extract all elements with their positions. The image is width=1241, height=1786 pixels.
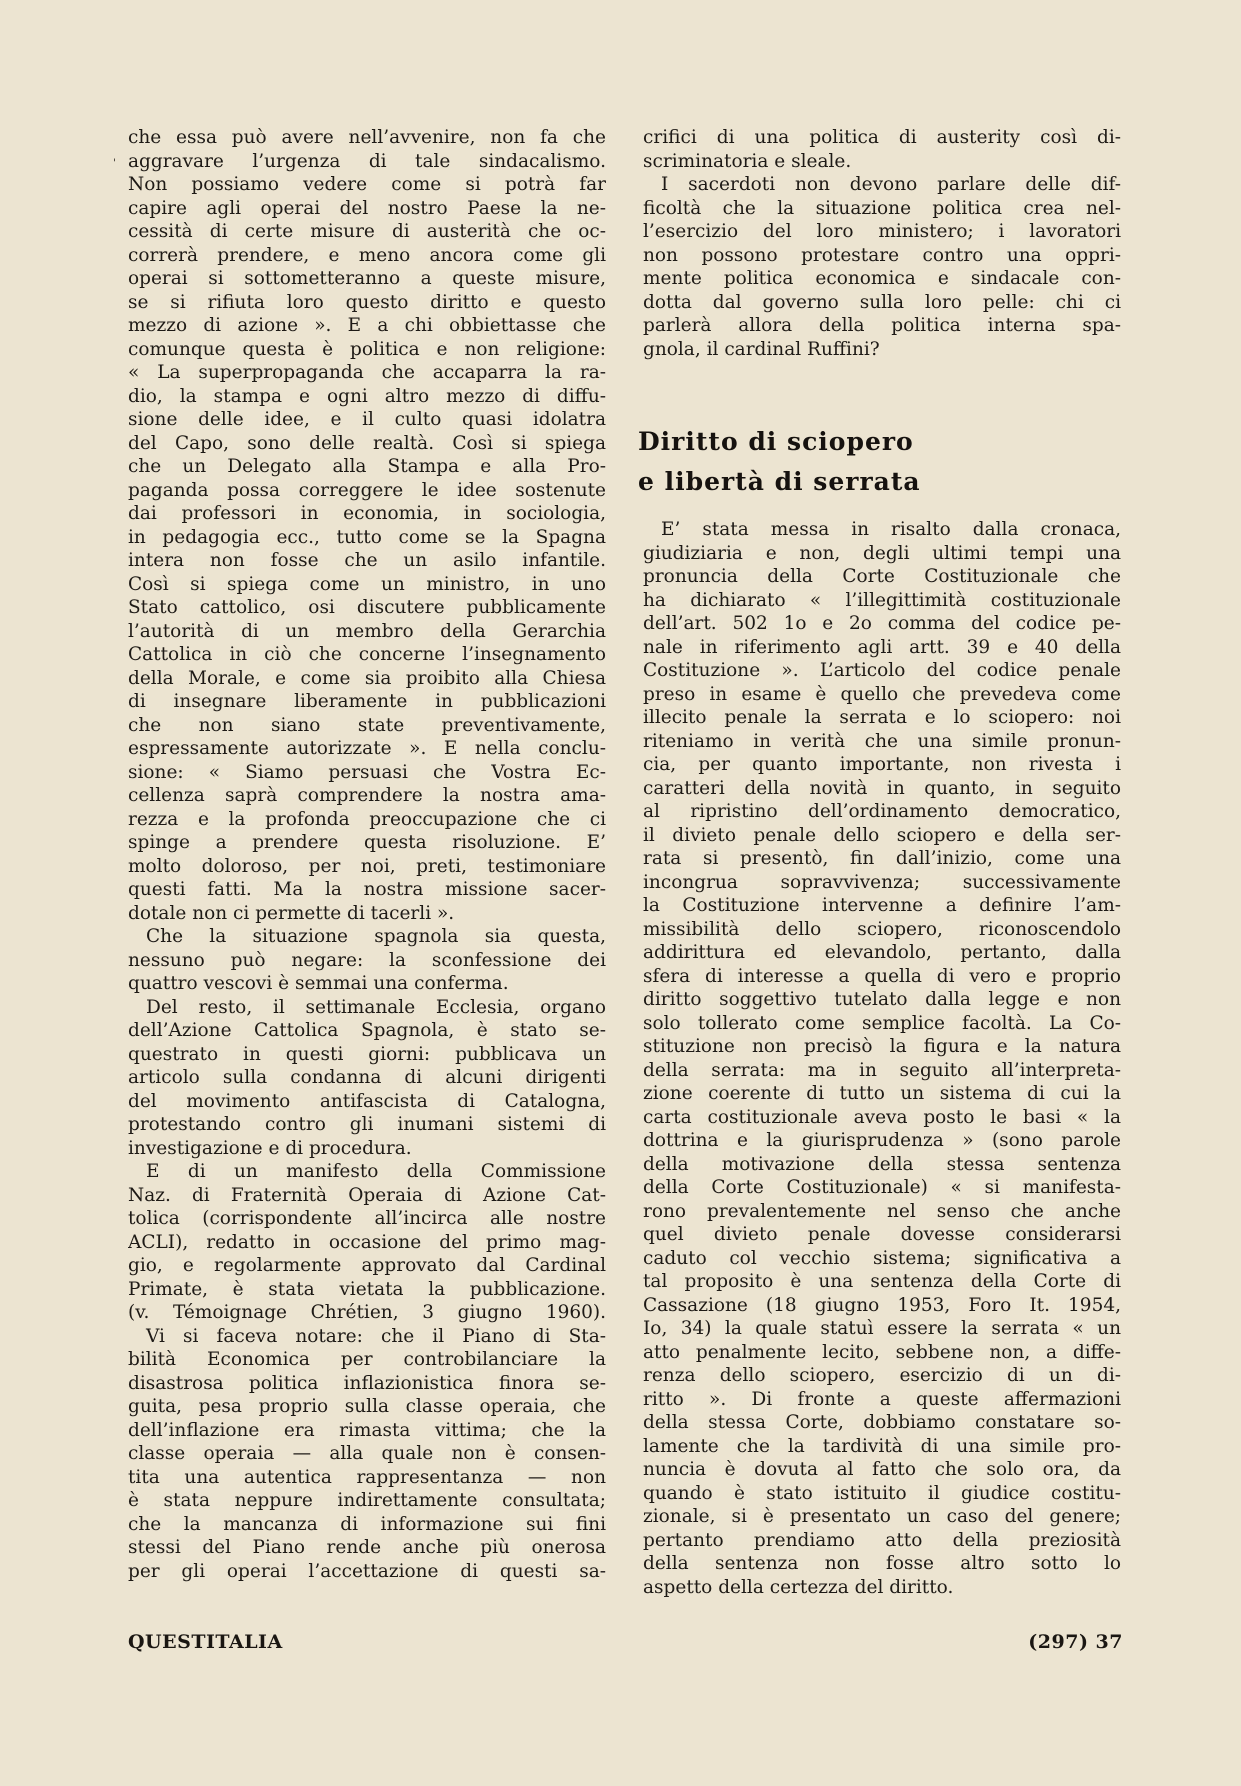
text-line: della motivazione della stessa sentenza <box>643 1153 1121 1175</box>
text-line: comunque questa è politica e non religione: <box>128 338 606 360</box>
publication-name: QUESTITALIA <box>128 1631 283 1653</box>
text-line: Naz. di Fraternità Operaia di Azione Cat- <box>128 1184 606 1206</box>
text-line: cessità di certe misure di austerità che oc- <box>128 221 606 242</box>
text-line: caratteri della novità in quanto, in seguito <box>643 777 1121 799</box>
section-heading-line-1: Diritto di sciopero <box>638 427 914 456</box>
text-line: « La superpropaganda che accaparra la ra- <box>128 362 606 383</box>
text-line: disastrosa politica inflazionistica finora se- <box>128 1372 606 1394</box>
text-line: il divieto penale dello sciopero e della ser- <box>643 824 1121 846</box>
text-line: riteniamo in verità che una simile pronun- <box>643 730 1121 752</box>
text-line: sfera di interesse a quella di vero e proprio <box>643 965 1121 987</box>
text-line: dotale non ci permette di tacerli ». <box>128 902 455 924</box>
text-line: preso in esame è quello che prevedeva come <box>643 683 1121 705</box>
text-line: giudiziaria e non, degli ultimi tempi una <box>643 542 1121 564</box>
text-line: della serrata: ma in seguito all’interpreta- <box>643 1059 1121 1081</box>
text-line: ha dichiarato « l’illegittimità costituzionale <box>643 589 1121 611</box>
text-line: Io, 34) la quale statuì essere la serrata « un <box>643 1318 1121 1339</box>
text-line: sione delle idee, e il culto quasi idolatra <box>128 409 606 430</box>
text-line: mente politica economica e sindacale con- <box>643 268 1121 289</box>
text-line: diritto soggettivo tutelato dalla legge e non <box>643 989 1121 1010</box>
text-line: Costituzione ». L’articolo del codice penale <box>643 660 1121 681</box>
text-line: guita, pesa proprio sulla classe operaia, che <box>128 1396 606 1417</box>
text-line: quel divieto penale dovesse considerarsi <box>643 1224 1121 1245</box>
text-line: dottrina e la giurisprudenza » (sono parole <box>643 1130 1121 1151</box>
text-line: Cattolica in ciò che concerne l’insegnamento <box>128 644 606 665</box>
text-line: rata si presentò, fin dall’inizio, come una <box>643 848 1121 869</box>
text-line: E di un manifesto della Commissione <box>146 1161 606 1182</box>
left-column <box>128 126 606 1583</box>
text-line: nessuno può negare: la sconfessione dei <box>128 949 606 971</box>
text-line: dotta dal governo sulla loro pelle: chi ci <box>643 291 1121 313</box>
text-line: rezza e la profonda preoccupazione che ci <box>128 808 606 830</box>
text-line: è stata neppure indirettamente consultata; <box>128 1490 606 1511</box>
text-line: pronuncia della Corte Costituzionale che <box>643 566 1121 587</box>
text-line: Vi si faceva notare: che il Piano di Sta- <box>146 1325 606 1347</box>
text-line: zionale, si è presentato un caso del genere; <box>643 1506 1121 1527</box>
text-line: bilità Economica per controbilanciare la <box>128 1349 606 1370</box>
text-line: gnola, il cardinal Ruffini? <box>643 338 880 360</box>
text-line: di insegnare liberamente in pubblicazioni <box>128 691 606 712</box>
text-line: classe operaia — alla quale non è consen- <box>128 1443 606 1464</box>
text-line: aggravare l’urgenza di tale sindacalismo. <box>128 150 606 172</box>
text-line: quando è stato istituito il giudice costitu- <box>643 1482 1121 1504</box>
text-line: addirittura ed elevandolo, pertanto, dalla <box>643 942 1121 963</box>
text-line: della Morale, e come sia proibito alla Chiesa <box>128 667 606 689</box>
text-line: dell’Azione Cattolica Spagnola, è stato se- <box>128 1020 606 1041</box>
text-line: parlerà allora della politica interna spa- <box>643 315 1121 336</box>
text-line: al ripristino dell’ordinamento democratico, <box>643 801 1121 822</box>
text-line: ritto ». Di fronte a queste affermazioni <box>643 1388 1121 1410</box>
text-line: I sacerdoti non devono parlare delle dif- <box>661 174 1121 195</box>
text-line: Non possiamo vedere come si potrà far <box>128 174 606 195</box>
text-line: non possono protestare contro una oppri- <box>643 244 1121 266</box>
text-line: ACLI), redatto in occasione del primo mag- <box>128 1231 606 1253</box>
text-line: nuncia è dovuta al fatto che solo ora, da <box>643 1459 1121 1480</box>
text-line: dell’inflazione era rimasta vittima; che la <box>128 1419 606 1441</box>
section-heading-line-2: e libertà di serrata <box>638 467 921 496</box>
text-line: stituzione non precisò la figura e la natura <box>643 1036 1121 1057</box>
section-heading <box>638 422 1118 502</box>
text-line: Così si spiega come un ministro, in uno <box>128 573 606 595</box>
text-line: spinge a prendere questa risoluzione. E’ <box>128 832 606 853</box>
text-line: ficoltà che la situazione politica crea nel- <box>643 197 1121 219</box>
text-line: del movimento antifascista di Catalogna, <box>128 1090 606 1112</box>
text-line: cellenza saprà comprendere la nostra ama- <box>128 785 606 806</box>
text-line: Del resto, il settimanale Ecclesia, organo <box>146 996 606 1018</box>
text-line: che non siano state preventivamente, <box>128 714 606 736</box>
right-column-body <box>643 518 1121 1599</box>
text-line: articolo sulla condanna di alcuni dirigenti <box>128 1067 606 1088</box>
text-line: protestando contro gli inumani sistemi di <box>128 1114 606 1135</box>
text-line: illecito penale la serrata e lo sciopero: noi <box>643 707 1121 728</box>
text-line: investigazione e di procedura. <box>128 1137 412 1159</box>
right-column-top <box>643 126 1121 361</box>
text-line: che essa può avere nell’avvenire, non fa che <box>128 127 606 148</box>
text-line: nale in riferimento agli artt. 39 e 40 della <box>643 636 1121 658</box>
text-line: renza dello sciopero, esercizio di un di- <box>643 1365 1121 1386</box>
text-line: atto penalmente lecito, sebbene non, a diffe- <box>643 1341 1121 1363</box>
text-line: se si rifiuta loro questo diritto e questo <box>128 291 606 313</box>
text-line: tita una autentica rappresentanza — non <box>128 1466 606 1488</box>
text-line: paganda possa correggere le idee sostenute <box>128 479 606 501</box>
text-line: dell’art. 502 1o e 2o comma del codice pe- <box>643 613 1121 634</box>
text-line: Stato cattolico, osi discutere pubblicamente <box>128 597 606 618</box>
text-line: espressamente autorizzate ». E nella conclu- <box>128 738 606 759</box>
text-line: rono prevalentemente nel senso che anche <box>643 1200 1121 1222</box>
text-line: caduto col vecchio sistema; significativa a <box>643 1247 1121 1269</box>
text-line: mezzo di azione ». E a chi obbiettasse che <box>128 315 606 336</box>
text-line: scriminatoria e sleale. <box>643 150 852 172</box>
text-line: della Corte Costituzionale) « si manifesta- <box>643 1177 1121 1198</box>
text-line: gio, e regolarmente approvato dal Cardinal <box>128 1255 606 1276</box>
text-line: cia, per quanto importante, non rivesta i <box>643 754 1121 775</box>
text-line: che la mancanza di informazione sui fini <box>128 1513 606 1535</box>
text-line: aspetto della certezza del diritto. <box>643 1576 954 1598</box>
text-line: quattro vescovi è semmai una conferma. <box>128 973 509 994</box>
text-line: dio, la stampa e ogni altro mezzo di diffu- <box>128 385 606 407</box>
text-line: della stessa Corte, dobbiamo constatare so- <box>643 1412 1121 1433</box>
text-line: correrà prendere, e meno ancora come gli <box>128 244 606 266</box>
text-line: della sentenza non fosse altro sotto lo <box>643 1553 1121 1574</box>
text-line: crifici di una politica di austerity così di- <box>643 127 1121 148</box>
text-line: del Capo, sono delle realtà. Così si spiega <box>128 432 606 454</box>
text-line: molto doloroso, per noi, preti, testimoniare <box>128 855 606 877</box>
text-line: carta costituzionale aveva posto le basi « la <box>643 1106 1121 1128</box>
page-number: (297) 37 <box>1028 1631 1123 1653</box>
text-line: tal proposito è una sentenza della Corte di <box>643 1271 1121 1292</box>
text-line: questrato in questi giorni: pubblicava un <box>128 1043 606 1065</box>
text-line: stessi del Piano rende anche più onerosa <box>128 1537 606 1558</box>
text-line: solo tollerato come semplice facoltà. La Co- <box>643 1012 1121 1034</box>
text-line: missibilità dello sciopero, riconoscendolo <box>643 918 1121 940</box>
text-line: (v. Témoignage Chrétien, 3 giugno 1960). <box>128 1302 606 1323</box>
margin-mark: ' <box>113 158 116 169</box>
text-line: in pedagogia ecc., tutto come se la Spagna <box>128 526 606 548</box>
text-line: intera non fosse che un asilo infantile. <box>128 550 606 571</box>
text-line: questi fatti. Ma la nostra missione sacer- <box>128 879 606 900</box>
text-line: l’esercizio del loro ministero; i lavoratori <box>643 221 1121 242</box>
text-line: lamente che la tardività di una simile pro- <box>643 1435 1121 1457</box>
text-line: per gli operai l’accettazione di questi sa- <box>128 1560 606 1582</box>
text-line: la Costituzione intervenne a definire l’am- <box>643 895 1121 916</box>
text-line: E’ stata messa in risalto dalla cronaca, <box>661 519 1121 540</box>
text-line: incongrua sopravvivenza; successivamente <box>643 871 1121 893</box>
text-line: Cassazione (18 giugno 1953, Foro It. 1954, <box>643 1294 1121 1316</box>
text-line: zione coerente di tutto un sistema di cui la <box>643 1083 1121 1104</box>
text-line: capire agli operai del nostro Paese la ne- <box>128 197 606 219</box>
text-line: operai si sottometteranno a queste misure, <box>128 268 606 289</box>
text-line: che un Delegato alla Stampa e alla Pro- <box>128 456 606 477</box>
text-line: dai professori in economia, in sociologia, <box>128 503 606 524</box>
text-line: l’autorità di un membro della Gerarchia <box>128 620 606 642</box>
text-line: tolica (corrispondente all’incirca alle nostre <box>128 1208 606 1229</box>
text-line: sione: « Siamo persuasi che Vostra Ec- <box>128 761 606 783</box>
text-line: pertanto prendiamo atto della preziosità <box>643 1529 1121 1551</box>
text-line: Primate, è stata vietata la pubblicazione. <box>128 1278 606 1300</box>
text-line: Che la situazione spagnola sia questa, <box>146 926 606 947</box>
